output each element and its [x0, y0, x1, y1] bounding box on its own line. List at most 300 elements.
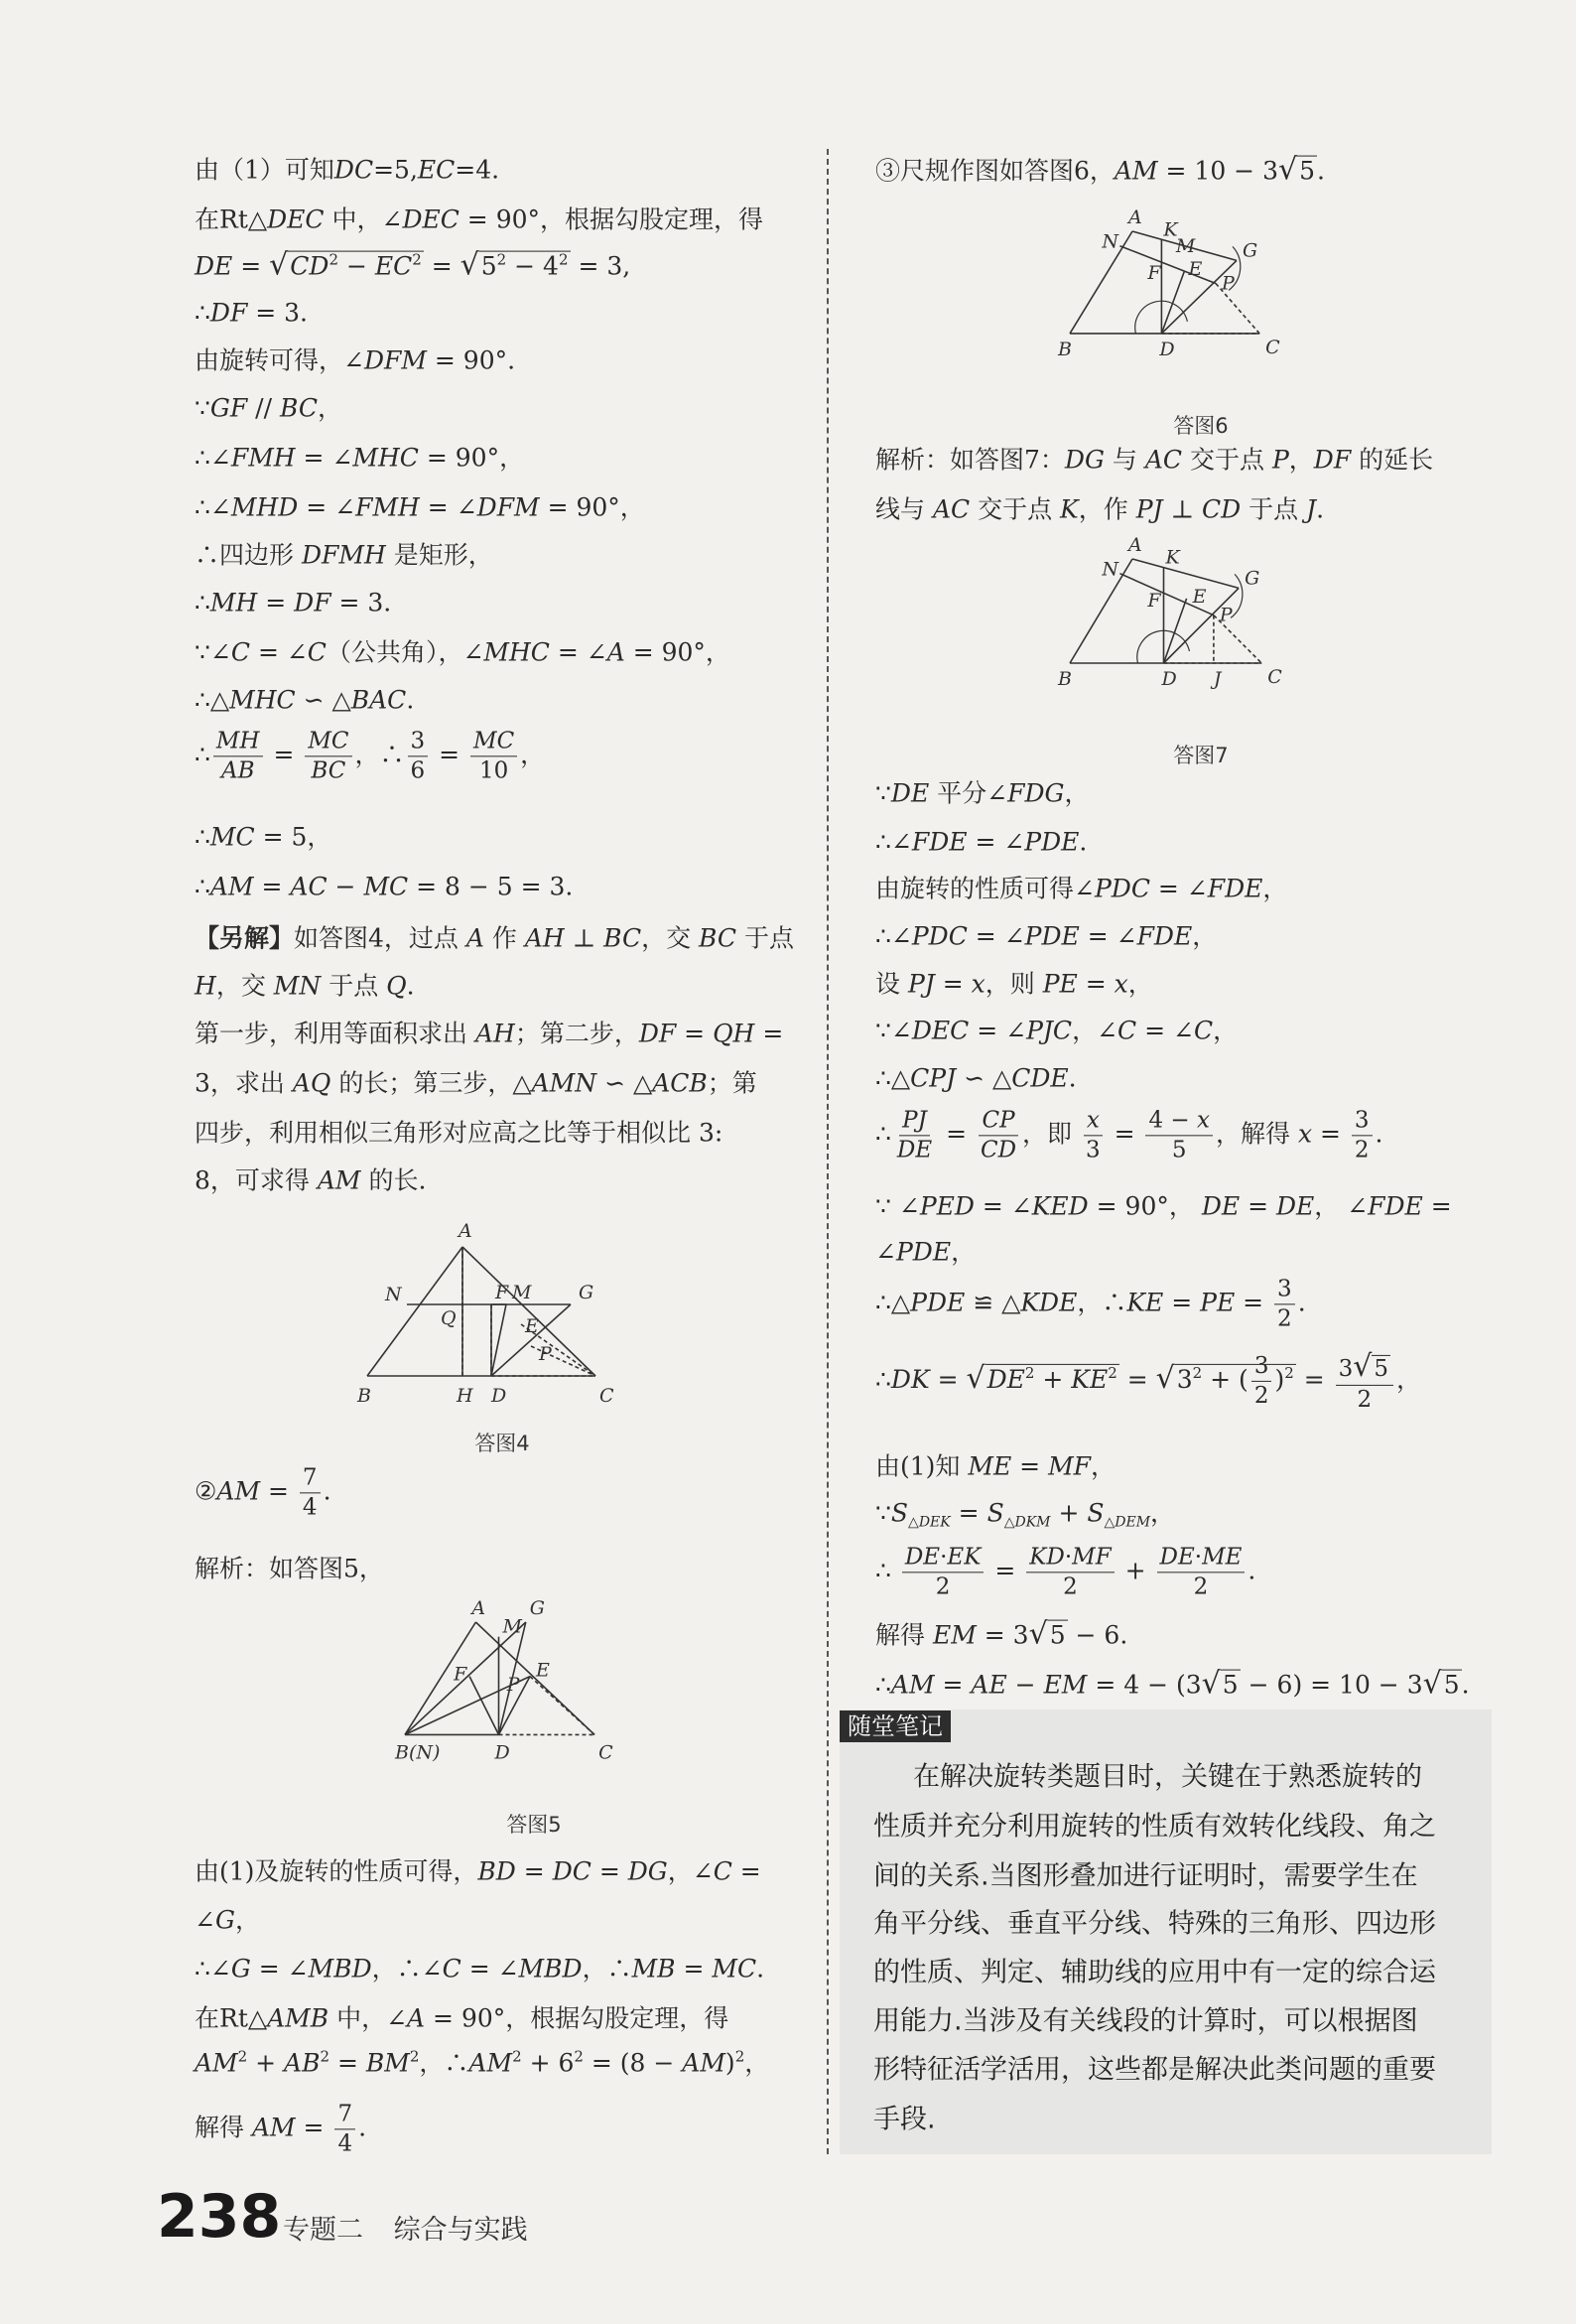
fraction-denominator [1352, 1136, 1373, 1163]
text-line [875, 1107, 1382, 1163]
math-symbol: KE [1071, 1365, 1109, 1395]
text-run: 2 [1063, 1573, 1078, 1600]
text-run: 于点 [321, 971, 387, 1001]
math-symbol: MH [215, 728, 260, 754]
text-run: = ∠ [549, 637, 607, 667]
math-symbol: KD [1029, 1544, 1065, 1571]
note-line: 在解决旋转类题目时，关键在于熟悉旋转的 [913, 1761, 1422, 1793]
text-run: = [329, 2048, 366, 2078]
text-run: = 3, [570, 251, 631, 281]
text-line [875, 1451, 1116, 1481]
text-run: 3 [1354, 1107, 1370, 1134]
figure-6 [1052, 206, 1350, 442]
text-run: 设 [875, 969, 908, 999]
fraction [1083, 1107, 1104, 1163]
fraction [1251, 1353, 1272, 1410]
text-run: = [1235, 1288, 1272, 1317]
math-symbol: BC [279, 393, 318, 423]
math-symbol: AC [290, 872, 328, 901]
text-run: ， [1127, 969, 1153, 999]
math-symbol: H [195, 971, 216, 1001]
math-symbol: MHC [229, 685, 296, 715]
text-run: = ∠ [298, 492, 356, 522]
math-symbol: J [1306, 494, 1317, 524]
fraction-numerator [899, 1107, 930, 1136]
point-label: P [1219, 604, 1233, 626]
text-run: · [1064, 1544, 1073, 1571]
text-run: 5 [1443, 1670, 1460, 1700]
math-symbol: MC [712, 1954, 757, 1983]
math-symbol: DF [209, 298, 248, 328]
math-symbol: AE [971, 1670, 1007, 1700]
text-run: 解析：如答图7： [875, 445, 1065, 475]
radicand [1297, 156, 1317, 186]
math-symbol: AH [524, 923, 565, 953]
text-run: = [515, 1856, 553, 1886]
text-run: = 90°，根据勾股定理，得 [459, 205, 764, 234]
math-symbol: MC [473, 728, 515, 754]
text-run: = [265, 740, 303, 769]
text-run: =4. [455, 155, 500, 185]
text-line [875, 1500, 1175, 1529]
math-symbol: AMB [267, 2003, 329, 2033]
text-run: 5 [1222, 1670, 1239, 1700]
math-symbol: DFMH [301, 540, 386, 570]
text-run: ∴ [195, 822, 210, 852]
text-run: − [1006, 1670, 1044, 1700]
point-label: G [579, 1282, 594, 1303]
square-root [1201, 1666, 1241, 1702]
superscript: 2 [328, 250, 338, 269]
text-run: ，交 [641, 923, 700, 953]
text-run: = [1163, 1288, 1201, 1317]
text-run: . [1068, 1063, 1077, 1093]
text-run: . [358, 2113, 367, 2142]
fraction-numerator [1157, 1544, 1246, 1572]
text-run: 5 [1049, 1620, 1066, 1650]
radical-sign: √ [1353, 1348, 1373, 1384]
text-run: = 90°， [1088, 1191, 1202, 1221]
text-run: 交于点 [970, 494, 1061, 524]
text-run: = 3 [976, 1620, 1029, 1650]
point-label: N [1102, 558, 1119, 581]
math-symbol: DF [638, 1019, 677, 1048]
math-symbol: MHD [230, 492, 299, 522]
figure-7 [1052, 534, 1350, 769]
text-run: − [338, 251, 375, 281]
text-run: ∴ [195, 588, 210, 617]
text-run: 5 [480, 251, 497, 281]
math-symbol: PDE [910, 1288, 966, 1317]
text-run: = ∠ [295, 443, 353, 473]
fraction-denominator [1251, 1382, 1272, 1410]
text-run: = [676, 1019, 714, 1048]
text-run: ， [1396, 1365, 1422, 1395]
text-line [875, 921, 1218, 951]
math-symbol: MC [363, 872, 409, 901]
text-run: 四步，利用相似三角形对应高之比等于相似比 3: [195, 1118, 723, 1148]
text-run: 的延长 [1351, 445, 1434, 475]
text-run: 交于点 [1182, 445, 1272, 475]
page-footer [283, 2208, 550, 2247]
figure-6-diagram [1052, 206, 1350, 407]
text-run: . [406, 685, 415, 715]
superscript: 2 [320, 2047, 330, 2066]
text-line [875, 1063, 1077, 1093]
note-line: 手段. [873, 2104, 936, 2135]
math-symbol: S [986, 1498, 1004, 1528]
text-run: 如答图4，过点 [294, 923, 466, 953]
fraction-denominator [1354, 1386, 1375, 1414]
radical-sign: √ [1277, 152, 1298, 188]
text-run: . [323, 1476, 331, 1506]
square-root [1353, 1349, 1390, 1384]
math-symbol: C [713, 1856, 732, 1886]
math-symbol: EC [374, 251, 413, 281]
math-symbol: EK [947, 1544, 982, 1571]
superscript: 2 [512, 2047, 522, 2066]
text-run: // [247, 393, 280, 423]
text-run: ， [1150, 1498, 1176, 1528]
square-root [1277, 152, 1317, 188]
math-symbol: G [230, 1954, 251, 1983]
math-symbol: G [214, 1905, 235, 1935]
radical-sign: √ [1422, 1666, 1442, 1702]
fraction-numerator [1336, 1349, 1393, 1386]
math-symbol: AM [468, 2048, 513, 2078]
text-line [875, 1666, 1470, 1702]
math-symbol: DC [333, 155, 374, 185]
text-run: ；第 [707, 1068, 757, 1098]
point-label: P [506, 1673, 520, 1696]
math-symbol: DK [890, 1365, 930, 1395]
fraction-numerator [1352, 1107, 1373, 1136]
text-run: 的长. [360, 1165, 427, 1195]
math-symbol: AB [220, 757, 255, 784]
text-run: 5 [1374, 1355, 1389, 1382]
text-run: = [934, 1670, 972, 1700]
text-run: 8，可求得 [195, 1165, 318, 1195]
text-run: = ∠ [967, 921, 1025, 951]
point-label: B(N) [395, 1741, 441, 1764]
math-symbol: AQ [292, 1068, 331, 1098]
figure-5-caption: 答图5 [506, 1813, 562, 1837]
math-symbol: EC [417, 155, 456, 185]
text-run: ) [724, 2048, 735, 2078]
math-symbol: DFM [363, 345, 427, 375]
note-line: 性质并充分利用旋转的性质有效转化线段、角之 [873, 1811, 1436, 1843]
text-run: = 90°， [624, 637, 730, 667]
text-run: ∴∠ [875, 827, 912, 857]
text-run: ，∴ [582, 1954, 632, 1983]
math-symbol: PDC [911, 921, 968, 951]
text-run: 于点 [1241, 494, 1307, 524]
point-label: M [1175, 235, 1196, 257]
point-label: D [491, 1385, 507, 1407]
point-label: Q [441, 1307, 457, 1329]
text-run: 是矩形， [385, 540, 493, 570]
point-label: K [1163, 218, 1178, 241]
fraction-denominator [1060, 1572, 1081, 1600]
superscript: 2 [574, 2047, 584, 2066]
figure-5 [385, 1597, 683, 1837]
text-run: = [754, 1019, 784, 1048]
math-symbol: BD [477, 1856, 516, 1886]
text-run: ∴ [875, 1365, 891, 1395]
math-symbol: PE [1200, 1288, 1236, 1317]
text-run: − 6) = 10 − 3 [1240, 1670, 1423, 1700]
text-run: = [675, 1954, 713, 1983]
math-symbol: C [442, 1954, 461, 1983]
math-symbol: MB [631, 1954, 676, 1983]
text-run: 在Rt△ [195, 205, 268, 234]
text-line [875, 494, 1325, 524]
text-run: = ∠ [460, 1954, 519, 1983]
text-run: = 5， [254, 822, 332, 852]
text-run: = [1106, 1119, 1143, 1149]
fraction-denominator [1274, 1304, 1295, 1332]
fraction-denominator [1083, 1136, 1104, 1163]
text-run: = 10 − 3 [1157, 156, 1278, 186]
text-run: ∴ [195, 872, 210, 901]
text-run: = [1118, 1365, 1156, 1395]
text-run: 2 [1357, 1387, 1373, 1414]
point-label: J [1213, 668, 1222, 690]
math-symbol: CPJ [910, 1063, 957, 1093]
text-run: ∵∠ [195, 637, 231, 667]
text-run: 3 [1277, 1276, 1292, 1302]
text-line [875, 1349, 1421, 1415]
radicand [1175, 1353, 1296, 1410]
text-line [875, 445, 1434, 475]
radical-sign: √ [1155, 1361, 1175, 1397]
text-run: = (8 − [583, 2048, 683, 2078]
text-run: 于点 [736, 923, 794, 953]
point-label: N [385, 1284, 402, 1305]
text-run: ∴△ [875, 1063, 911, 1093]
math-symbol: FDG [1007, 778, 1065, 808]
text-run: = [938, 1119, 975, 1149]
text-run: ∵ [875, 778, 891, 808]
text-run: 6 [410, 757, 426, 784]
text-run: . [1297, 1288, 1306, 1317]
superscript: 2 [409, 2047, 420, 2066]
radical-sign: √ [1201, 1666, 1221, 1702]
text-run: = [986, 1556, 1024, 1585]
math-symbol: DE [1201, 1191, 1241, 1221]
text-line [875, 969, 1153, 999]
text-run: = [1422, 1191, 1452, 1221]
text-run: ∴ [875, 1670, 891, 1700]
math-symbol: MHC [352, 443, 419, 473]
text-run: = 90°， [418, 443, 525, 473]
figure-4-caption: 答图4 [474, 1432, 530, 1455]
text-run: 2 [1354, 1137, 1370, 1163]
math-symbol: DE [1159, 1544, 1195, 1571]
fraction [902, 1544, 985, 1600]
text-run: ；第二步， [514, 1019, 639, 1048]
square-root [1156, 1353, 1296, 1410]
page-number: 238 [157, 2182, 282, 2252]
text-run: = 3. [247, 298, 308, 328]
math-symbol: PDE [1024, 921, 1080, 951]
point-label: F [495, 1282, 509, 1303]
text-run: = [1011, 1451, 1049, 1481]
math-symbol: MC [209, 822, 255, 852]
text-run: = [731, 1856, 761, 1886]
text-run: 5 [1171, 1137, 1187, 1163]
text-run: ， [234, 1905, 260, 1935]
text-run: 线与 [875, 494, 933, 524]
text-run: 解析：如答图5， [195, 1554, 384, 1583]
math-symbol: AMN [531, 1068, 597, 1098]
math-symbol: PED [919, 1191, 975, 1221]
text-run: = 4 − (3 [1087, 1670, 1202, 1700]
math-symbol: x [1197, 1107, 1210, 1134]
superscript: 2 [496, 250, 507, 269]
math-symbol: DE [890, 778, 930, 808]
text-run: 由旋转的性质可得∠ [875, 874, 1095, 903]
fraction [1336, 1349, 1393, 1415]
fraction [1157, 1544, 1246, 1600]
math-symbol: AM [216, 1476, 261, 1506]
text-run: = 90°，根据勾股定理，得 [425, 2003, 729, 2033]
text-run: = ∠ [974, 1191, 1032, 1221]
fraction-denominator [978, 1136, 1019, 1163]
math-symbol: KDE [1020, 1288, 1078, 1317]
math-symbol: PDE [1024, 827, 1080, 857]
text-run: （公共角），∠ [326, 637, 484, 667]
math-symbol: CP [982, 1107, 1015, 1134]
point-label: P [539, 1343, 552, 1365]
footer-section: 综合与实践 [393, 2215, 528, 2246]
text-run: 平分∠ [929, 778, 1008, 808]
text-run: ∴ [875, 1119, 891, 1149]
superscript: 2 [237, 2047, 248, 2066]
text-run: ∠ [195, 1905, 215, 1935]
superscript: 2 [1108, 1364, 1117, 1383]
text-run: = [431, 740, 468, 769]
fraction-numerator [1251, 1353, 1272, 1382]
text-run: ∴ [875, 1556, 899, 1585]
text-run: ∴∠ [195, 443, 231, 473]
math-symbol: FDE [1136, 921, 1193, 951]
text-run: ，即 [1022, 1119, 1080, 1149]
text-run: = [257, 588, 295, 617]
math-symbol: Q [386, 971, 407, 1001]
text-run: 3 [1085, 1137, 1101, 1163]
point-label: B [1058, 668, 1072, 690]
text-run: 3，求出 [195, 1068, 293, 1098]
text-run: = ∠ [1136, 1016, 1194, 1045]
math-symbol: PE [1042, 969, 1078, 999]
math-symbol: C [230, 637, 250, 667]
math-symbol: A [407, 2003, 426, 2033]
text-run: 由旋转可得，∠ [195, 345, 364, 375]
math-symbol: DG [627, 1856, 668, 1886]
figure-6-caption: 答图6 [1173, 414, 1229, 438]
figure-4-diagram [353, 1220, 651, 1426]
text-run: ③尺规作图如答图6， [875, 156, 1115, 186]
math-symbol: x [971, 969, 985, 999]
square-root [1028, 1616, 1068, 1652]
math-symbol: ACB [652, 1068, 708, 1098]
text-run: 3 [410, 728, 426, 754]
point-label: E [1188, 257, 1203, 280]
text-run: ∴四边形 [195, 540, 302, 570]
math-symbol: ME [968, 1451, 1012, 1481]
superscript: 2 [558, 250, 569, 269]
point-label: F [454, 1663, 467, 1686]
fraction-denominator [894, 1136, 935, 1163]
text-run: = [1240, 1191, 1276, 1221]
text-run: 2 [935, 1573, 951, 1600]
text-run: ∴△ [875, 1288, 911, 1317]
text-run: 中，∠ [324, 205, 403, 234]
text-run: ，作 [1078, 494, 1136, 524]
math-symbol: DF [1313, 445, 1352, 475]
math-symbol: AC [1144, 445, 1183, 475]
radicand [1221, 1670, 1241, 1700]
subscript: △DKM [1003, 1514, 1051, 1531]
point-label: N [1102, 230, 1119, 253]
text-run: ⊥ [1162, 494, 1202, 524]
math-symbol: PJ [1135, 494, 1163, 524]
text-run: 7 [337, 2101, 353, 2127]
math-symbol: BM [365, 2048, 410, 2078]
text-run: = ∠ [250, 637, 308, 667]
math-symbol: x [1114, 969, 1128, 999]
math-symbol: FDE [911, 827, 968, 857]
text-run: = ∠ [967, 827, 1025, 857]
text-run: ，∴∠ [371, 1954, 443, 1983]
text-line [875, 778, 1090, 808]
point-label: D [494, 1741, 510, 1764]
note-line: 用能力.当涉及有关线段的计算时，可以根据图 [873, 2005, 1418, 2037]
text-run: + [247, 2048, 285, 2078]
text-run: = 90°， [539, 492, 645, 522]
text-run: = [295, 2113, 332, 2142]
text-run: . [406, 971, 415, 1001]
math-symbol: DC [552, 1856, 591, 1886]
text-line [875, 1191, 1452, 1221]
math-symbol: AC [932, 494, 971, 524]
text-run: 的长；第三步，△ [330, 1068, 532, 1098]
text-run: = [934, 969, 972, 999]
text-run: ， [1213, 1016, 1239, 1045]
math-symbol: DE [1275, 1191, 1315, 1221]
text-run: ， [1262, 874, 1288, 903]
radical-sign: √ [966, 1361, 985, 1397]
text-run: ， ∠ [1314, 1191, 1369, 1221]
point-label: C [1265, 336, 1280, 358]
math-symbol: DEC [267, 205, 325, 234]
superscript: 2 [1024, 1364, 1035, 1383]
math-symbol: EM [1043, 1670, 1088, 1700]
text-run: 3 [1338, 1355, 1354, 1382]
math-symbol: C [307, 637, 327, 667]
text-line [875, 1276, 1306, 1332]
footer-topic: 专题二 [283, 2215, 363, 2246]
math-symbol: DE [195, 251, 233, 281]
text-run: = [260, 1476, 297, 1506]
figure-5-diagram [385, 1597, 683, 1803]
text-line [875, 1544, 1255, 1600]
math-symbol: AM [1114, 156, 1158, 186]
square-root [1422, 1666, 1462, 1702]
math-symbol: PJC [1026, 1016, 1073, 1045]
point-label: D [1161, 668, 1177, 690]
